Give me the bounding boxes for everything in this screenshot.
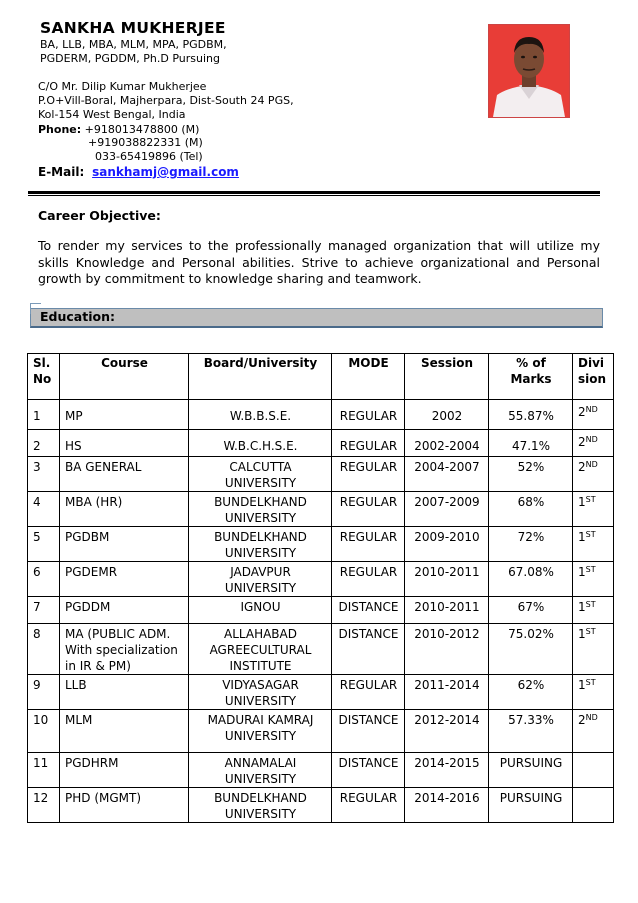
table-row	[28, 400, 614, 430]
cell-division	[573, 624, 614, 675]
cell-mode: REGULAR	[332, 788, 405, 823]
email-label: E-Mail:	[38, 165, 85, 179]
cell-marks: 47.1%	[489, 430, 573, 457]
address-line-2: P.O+Vill-Boral, Majherpara, Dist-South 24 PGS,	[38, 94, 294, 107]
cell-board: BUNDELKHAND UNIVERSITY	[189, 492, 332, 527]
division-number: 1	[578, 678, 586, 692]
cell-division	[573, 457, 614, 492]
cell-session: 2002	[405, 400, 489, 430]
cell-course: MA (PUBLIC ADM. With specialization in IR & PM)	[60, 624, 189, 675]
cell-board: BUNDELKHAND UNIVERSITY	[189, 527, 332, 562]
col-header-division: Divi sion	[573, 354, 614, 400]
col-header-board: Board/University	[189, 354, 332, 400]
cell-division	[573, 400, 614, 430]
division-suffix: ND	[585, 460, 598, 469]
cell-sl-no: 5	[28, 527, 60, 562]
cell-board: W.B.C.H.S.E.	[189, 430, 332, 457]
division-suffix: ST	[585, 678, 596, 687]
cell-course: PGDBM	[60, 527, 189, 562]
email-link[interactable]: sankhamj@gmail.com	[92, 165, 239, 179]
phone-2: +919038822331 (M)	[88, 136, 203, 149]
cell-course: MLM	[60, 710, 189, 753]
cell-course: MP	[60, 400, 189, 430]
cell-board: JADAVPUR UNIVERSITY	[189, 562, 332, 597]
division-suffix: ST	[585, 600, 596, 609]
cell-course: LLB	[60, 675, 189, 710]
phone-row	[38, 123, 199, 136]
col-header-sl-no: Sl. No	[28, 354, 60, 400]
cell-mode: REGULAR	[332, 675, 405, 710]
table-row	[28, 430, 614, 457]
cell-sl-no: 12	[28, 788, 60, 823]
cell-sl-no: 10	[28, 710, 60, 753]
cell-board: ANNAMALAI UNIVERSITY	[189, 753, 332, 788]
profile-photo-image	[489, 25, 569, 117]
division-number: 2	[578, 435, 586, 449]
cell-mode: REGULAR	[332, 430, 405, 457]
email-row	[38, 165, 239, 179]
cell-marks: 67.08%	[489, 562, 573, 597]
qualifications-line-2: PGDERM, PGDDM, Ph.D Pursuing	[40, 52, 221, 65]
table-row	[28, 788, 614, 823]
cell-mode: REGULAR	[332, 400, 405, 430]
cell-sl-no: 11	[28, 753, 60, 788]
cell-division	[573, 492, 614, 527]
cell-session: 2014-2016	[405, 788, 489, 823]
cell-division	[573, 430, 614, 457]
cell-sl-no: 4	[28, 492, 60, 527]
cell-division	[573, 527, 614, 562]
cell-mode: REGULAR	[332, 457, 405, 492]
cell-division	[573, 753, 614, 788]
cell-board: ALLAHABAD AGREECULTURAL INSTITUTE	[189, 624, 332, 675]
cell-sl-no: 3	[28, 457, 60, 492]
cell-marks: 67%	[489, 597, 573, 624]
table-row	[28, 562, 614, 597]
cell-mode: DISTANCE	[332, 753, 405, 788]
education-table-body	[28, 400, 614, 823]
cell-marks: 52%	[489, 457, 573, 492]
phone-3: 033-65419896 (Tel)	[95, 150, 203, 163]
cell-sl-no: 2	[28, 430, 60, 457]
division-suffix: ST	[585, 565, 596, 574]
division-number: 2	[578, 405, 586, 419]
division-suffix: ND	[585, 405, 598, 414]
candidate-name: SANKHA MUKHERJEE	[40, 19, 226, 37]
cell-session: 2012-2014	[405, 710, 489, 753]
header-divider-thin	[28, 195, 600, 196]
table-row	[28, 675, 614, 710]
cell-sl-no: 6	[28, 562, 60, 597]
cell-board: VIDYASAGAR UNIVERSITY	[189, 675, 332, 710]
division-suffix: ST	[585, 530, 596, 539]
cell-course: MBA (HR)	[60, 492, 189, 527]
cell-marks: PURSUING	[489, 753, 573, 788]
cell-marks: 57.33%	[489, 710, 573, 753]
header-divider-thick	[28, 191, 600, 194]
cell-session: 2007-2009	[405, 492, 489, 527]
division-suffix: ND	[585, 713, 598, 722]
career-objective-text: To render my services to the professionally managed organization that will utilize my skills Knowledge and Personal abilities. Strive to achieve organizational and Personal growth by commitment to knowledge sharing and teamwork.	[38, 238, 600, 286]
cell-division	[573, 562, 614, 597]
cell-marks: 62%	[489, 675, 573, 710]
cell-session: 2002-2004	[405, 430, 489, 457]
cell-course: BA GENERAL	[60, 457, 189, 492]
cell-session: 2010-2011	[405, 597, 489, 624]
col-header-course: Course	[60, 354, 189, 400]
cell-course: PHD (MGMT)	[60, 788, 189, 823]
cell-sl-no: 9	[28, 675, 60, 710]
cell-board: CALCUTTA UNIVERSITY	[189, 457, 332, 492]
division-number: 2	[578, 460, 586, 474]
cell-mode: DISTANCE	[332, 597, 405, 624]
address-line-1: C/O Mr. Dilip Kumar Mukherjee	[38, 80, 207, 93]
education-heading-bar	[30, 308, 603, 328]
phone-label: Phone:	[38, 123, 82, 136]
table-row	[28, 492, 614, 527]
phone-1: +918013478800 (M)	[84, 123, 200, 136]
cell-mode: REGULAR	[332, 562, 405, 597]
cell-course: PGDDM	[60, 597, 189, 624]
table-row	[28, 624, 614, 675]
cell-board: BUNDELKHAND UNIVERSITY	[189, 788, 332, 823]
cell-session: 2010-2011	[405, 562, 489, 597]
cell-session: 2009-2010	[405, 527, 489, 562]
education-heading: Education:	[40, 309, 115, 324]
cell-division	[573, 597, 614, 624]
table-row	[28, 710, 614, 753]
cell-course: PGDHRM	[60, 753, 189, 788]
division-suffix: ND	[585, 435, 598, 444]
cell-board: W.B.B.S.E.	[189, 400, 332, 430]
cell-session: 2010-2012	[405, 624, 489, 675]
cell-mode: DISTANCE	[332, 624, 405, 675]
division-number: 1	[578, 565, 586, 579]
cell-sl-no: 7	[28, 597, 60, 624]
cell-marks: 55.87%	[489, 400, 573, 430]
cell-marks: 68%	[489, 492, 573, 527]
cell-marks: 72%	[489, 527, 573, 562]
cell-session: 2004-2007	[405, 457, 489, 492]
table-row	[28, 753, 614, 788]
cell-division	[573, 788, 614, 823]
profile-photo	[488, 24, 570, 118]
division-number: 1	[578, 530, 586, 544]
cell-division	[573, 675, 614, 710]
cell-course: PGDEMR	[60, 562, 189, 597]
education-table	[27, 353, 614, 823]
cell-sl-no: 8	[28, 624, 60, 675]
col-header-marks: % of Marks	[489, 354, 573, 400]
cell-marks: 75.02%	[489, 624, 573, 675]
table-row	[28, 457, 614, 492]
division-suffix: ST	[585, 495, 596, 504]
address-line-3: Kol-154 West Bengal, India	[38, 108, 186, 121]
cell-sl-no: 1	[28, 400, 60, 430]
col-header-session: Session	[405, 354, 489, 400]
cell-mode: REGULAR	[332, 492, 405, 527]
qualifications-line-1: BA, LLB, MBA, MLM, MPA, PGDBM,	[40, 38, 227, 51]
cell-course: HS	[60, 430, 189, 457]
division-number: 1	[578, 495, 586, 509]
cell-mode: DISTANCE	[332, 710, 405, 753]
education-header-row	[28, 354, 614, 400]
division-suffix: ST	[585, 627, 596, 636]
cell-session: 2014-2015	[405, 753, 489, 788]
table-row	[28, 597, 614, 624]
career-objective-heading: Career Objective:	[38, 208, 161, 223]
division-number: 1	[578, 627, 586, 641]
cell-mode: REGULAR	[332, 527, 405, 562]
col-header-mode: MODE	[332, 354, 405, 400]
division-number: 2	[578, 713, 586, 727]
cell-board: IGNOU	[189, 597, 332, 624]
cell-session: 2011-2014	[405, 675, 489, 710]
division-number: 1	[578, 600, 586, 614]
cell-division	[573, 710, 614, 753]
cell-marks: PURSUING	[489, 788, 573, 823]
table-row	[28, 527, 614, 562]
cell-board: MADURAI KAMRAJ UNIVERSITY	[189, 710, 332, 753]
